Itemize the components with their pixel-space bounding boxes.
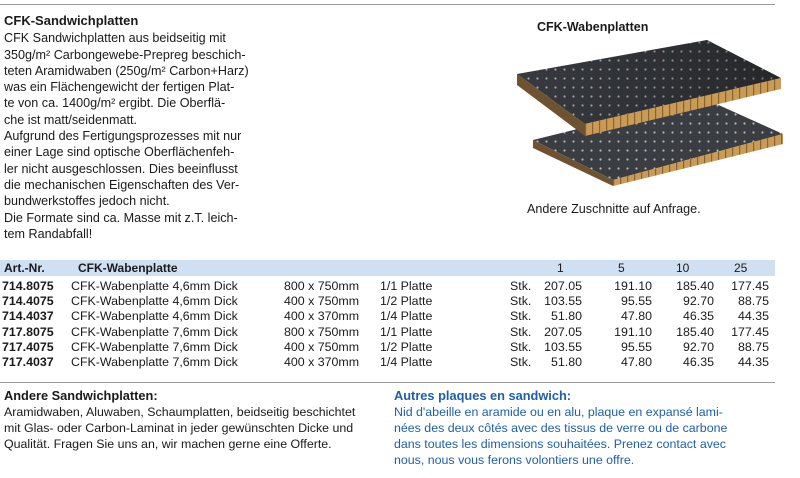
product-unit: 1/2 Platte <box>380 294 433 309</box>
price-qty-5: 191.10 <box>614 279 652 293</box>
photo-title: CFK-Wabenplatten <box>537 20 649 34</box>
price-qty-10: 92.70 <box>682 339 714 354</box>
price-qty-5: 47.80 <box>620 309 652 324</box>
intro-line: te von ca. 1400g/m² ergibt. Die Oberflä- <box>4 96 226 111</box>
intro-heading: CFK-Sandwichplatten <box>4 13 139 28</box>
col-qty-25: 25 <box>734 261 748 275</box>
price-qty-1: 103.55 <box>544 294 582 309</box>
intro-line: bundwerkstoffes jedoch nicht. <box>4 194 170 209</box>
product-name: CFK-Wabenplatte 7,6mm Dick <box>71 339 238 354</box>
product-size: 800 x 750mm <box>284 324 360 339</box>
table-row <box>0 309 775 324</box>
col-qty-10: 10 <box>676 261 690 275</box>
price-qty-10: 92.70 <box>682 294 714 309</box>
quantity-unit: Stk. <box>510 354 532 369</box>
product-name: CFK-Wabenplatte 7,6mm Dick <box>71 354 238 369</box>
price-qty-25: 88.75 <box>737 294 769 309</box>
honeycomb-panel-photo <box>515 38 785 186</box>
table-bottom-rule <box>0 382 775 383</box>
intro-line: tem Randabfall! <box>4 226 93 241</box>
product-unit: 1/1 Platte <box>380 324 433 339</box>
price-qty-25: 177.45 <box>731 324 769 339</box>
intro-line: Die Formate sind ca. Masse mit z.T. leich- <box>4 210 238 225</box>
other-panels-heading-fr: Autres plaques en sandwich: <box>394 388 572 403</box>
price-qty-1: 103.55 <box>544 339 582 354</box>
product-unit: 1/2 Platte <box>380 339 433 354</box>
quantity-unit: Stk. <box>510 309 532 324</box>
other-panels-line-fr: nées des deux côtés avec des tissus de verre ou de carbone <box>394 421 728 435</box>
photo-caption: Andere Zuschnitte auf Anfrage. <box>527 202 701 216</box>
article-number: 717.8075 <box>2 324 54 339</box>
intro-line: che ist matt/seidenmatt. <box>4 112 137 127</box>
intro-line: 350g/m² Carbongewebe-Prepreg beschich- <box>4 47 246 62</box>
product-name: CFK-Wabenplatte 4,6mm Dick <box>71 294 238 309</box>
product-size: 400 x 750mm <box>284 339 360 354</box>
intro-line: ler nicht ausgeschlossen. Dies beeinflusst <box>4 161 238 176</box>
product-size: 400 x 370mm <box>284 354 360 369</box>
other-panels-french <box>394 388 784 468</box>
price-qty-25: 88.75 <box>737 339 769 354</box>
other-panels-german <box>4 388 389 452</box>
price-qty-10: 46.35 <box>682 354 714 369</box>
product-name: CFK-Wabenplatte 7,6mm Dick <box>71 324 238 339</box>
article-number: 717.4075 <box>2 339 54 354</box>
price-qty-1: 51.80 <box>550 309 582 324</box>
table-row <box>0 294 775 309</box>
article-number: 714.4075 <box>2 294 54 309</box>
other-panels-line-de: mit Glas- oder Carbon-Laminat in jeder gewünschten Dicke und <box>4 421 354 435</box>
other-panels-line-fr: nous, nous vous ferons volontiers une offre. <box>394 453 635 467</box>
col-art-nr: Art.-Nr. <box>4 261 45 275</box>
product-unit: 1/1 Platte <box>380 279 433 293</box>
col-qty-5: 5 <box>618 261 625 275</box>
intro-line: teten Aramidwaben (250g/m² Carbon+Harz) <box>4 63 249 78</box>
quantity-unit: Stk. <box>510 279 532 293</box>
product-unit: 1/4 Platte <box>380 309 433 324</box>
product-name: CFK-Wabenplatte 4,6mm Dick <box>71 279 238 293</box>
price-qty-10: 46.35 <box>682 309 714 324</box>
col-qty-1: 1 <box>557 261 564 275</box>
product-unit: 1/4 Platte <box>380 354 433 369</box>
col-product: CFK-Wabenplatte <box>78 261 178 275</box>
product-name: CFK-Wabenplatte 4,6mm Dick <box>71 309 238 324</box>
intro-line: was ein Flächengewicht der fertigen Plat- <box>4 80 235 95</box>
table-row <box>0 340 775 355</box>
intro-line: Aufgrund des Fertigungsprozesses mit nur <box>4 129 242 144</box>
price-qty-25: 44.35 <box>737 309 769 324</box>
table-row <box>0 355 775 370</box>
product-size: 400 x 750mm <box>284 294 360 309</box>
intro-line: einer Lage sind optische Oberflächenfeh- <box>4 145 235 160</box>
price-qty-5: 47.80 <box>620 354 652 369</box>
price-qty-1: 51.80 <box>550 354 582 369</box>
price-qty-25: 44.35 <box>737 354 769 369</box>
product-size: 400 x 370mm <box>284 309 360 324</box>
other-panels-heading-de: Andere Sandwichplatten: <box>4 388 158 403</box>
table-row <box>0 325 775 340</box>
price-table <box>0 279 775 370</box>
table-row <box>0 279 775 294</box>
product-size: 800 x 750mm <box>284 279 360 293</box>
other-panels-line-de: Aramidwaben, Aluwaben, Schaumplatten, beidseitig beschichtet <box>4 405 356 419</box>
quantity-unit: Stk. <box>510 339 532 354</box>
intro-text-block <box>4 13 276 242</box>
price-qty-5: 191.10 <box>614 324 652 339</box>
price-qty-1: 207.05 <box>544 324 582 339</box>
top-rule <box>0 4 775 5</box>
price-qty-5: 95.55 <box>620 294 652 309</box>
table-header <box>0 260 775 276</box>
intro-line: die mechanischen Eigenschaften des Ver- <box>4 177 240 192</box>
article-number: 717.4037 <box>2 354 54 369</box>
price-qty-10: 185.40 <box>676 279 714 293</box>
article-number: 714.8075 <box>2 279 54 293</box>
other-panels-line-fr: dans toutes les dimensions souhaitées. Prenez contact avec <box>394 437 726 451</box>
quantity-unit: Stk. <box>510 324 532 339</box>
price-qty-1: 207.05 <box>544 279 582 293</box>
article-number: 714.4037 <box>2 309 54 324</box>
price-qty-10: 185.40 <box>676 324 714 339</box>
intro-line: CFK Sandwichplatten aus beidseitig mit <box>4 31 226 46</box>
price-qty-25: 177.45 <box>731 279 769 293</box>
other-panels-line-fr: Nid d'abeille en aramide ou en alu, plaque en expansé lami- <box>394 405 723 419</box>
other-panels-line-de: Qualität. Fragen Sie uns an, wir machen gerne eine Offerte. <box>4 437 332 451</box>
price-qty-5: 95.55 <box>620 339 652 354</box>
quantity-unit: Stk. <box>510 294 532 309</box>
